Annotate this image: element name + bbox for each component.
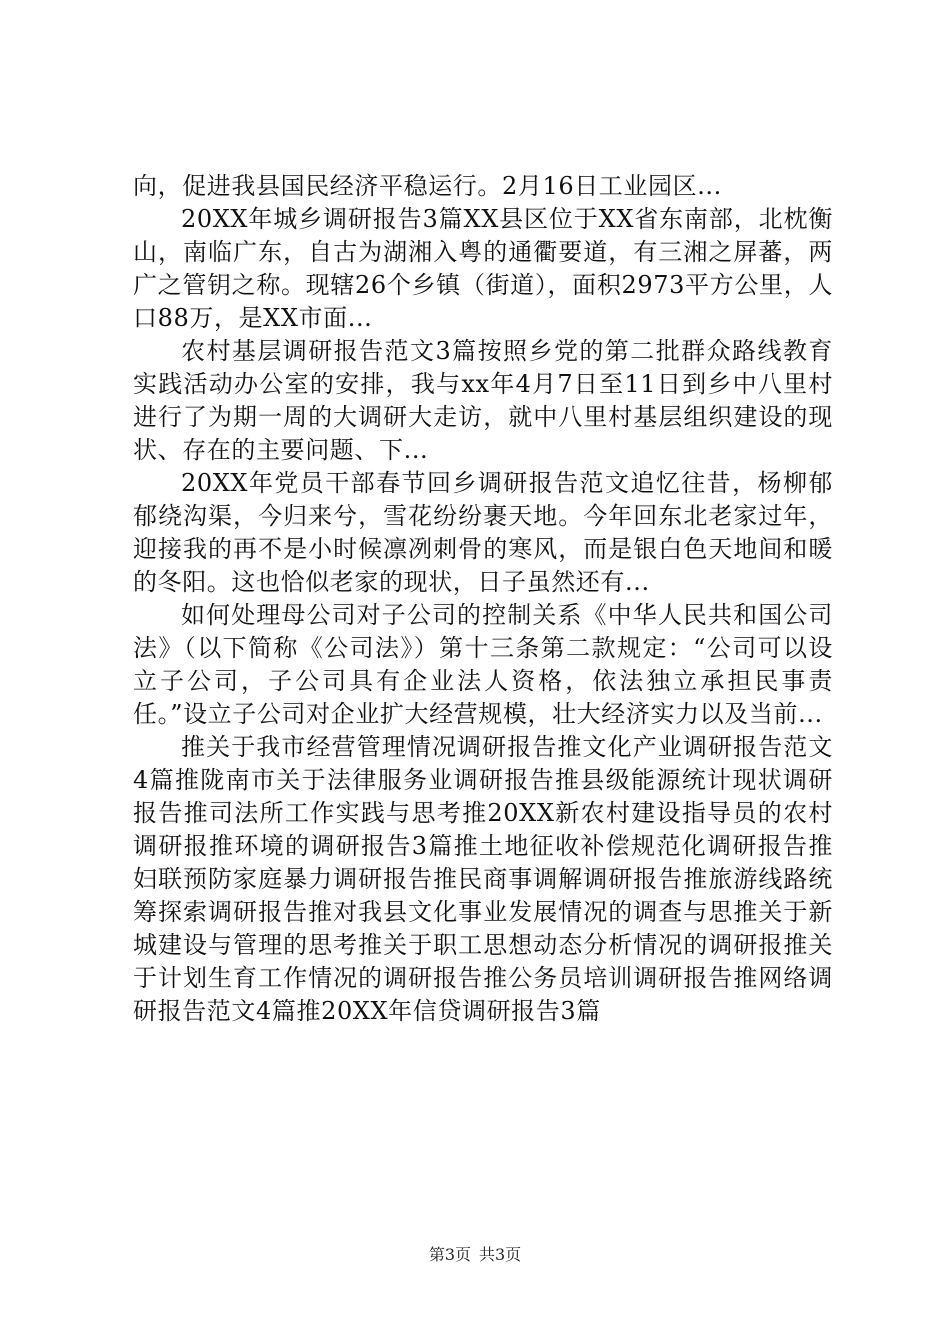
- paragraph-2: 20XX年城乡调研报告3篇XX县区位于XX省东南部，北枕衡山，南临广东，自古为湖湘入粤的通衢要道，有三湘之屏蕃，两广之管钥之称。现辖26个乡镇（街道），面积2973平方公里，人口88万，是XX市面...: [133, 205, 833, 332]
- document-body: [133, 170, 833, 1028]
- paragraph-5: 如何处理母公司对子公司的控制关系《中华人民共和国公司法》（以下简称《公司法》）第十三条第二款规定：“公司可以设立子公司，子公司具有企业法人资格，依法独立承担民事责任。”设立子公司对企业扩大经营规模，壮大经济实力以及当前...: [133, 601, 833, 728]
- page-number-current: 第3页: [428, 1245, 471, 1264]
- paragraph-6: 推关于我市经营管理情况调研报告推文化产业调研报告范文4篇推陇南市关于法律服务业调研报告推县级能源统计现状调研报告推司法所工作实践与思考推20XX新农村建设指导员的农村调研报推环境的调研报告3篇推土地征收补偿规范化调研报告推妇联预防家庭暴力调研报告推民商事调解调研报告推旅游线路统筹探索调研报告推对我县文化事业发展情况的调查与思推关于新城建设与管理的思考推关于职工思想动态分析情况的调研报推关于计划生育工作情况的调研报告推公务员培训调研报告推网络调研报告范文4篇推20XX年信贷调研报告3篇: [133, 733, 833, 1025]
- paragraph-4: 20XX年党员干部春节回乡调研报告范文追忆往昔，杨柳郁郁绕沟渠，今归来兮，雪花纷纷裹天地。今年回东北老家过年，迎接我的再不是小时候凛冽刺骨的寒风，而是银白色天地间和暖的冬阳。这也恰似老家的现状，日子虽然还有...: [133, 469, 833, 596]
- page-footer: [0, 1245, 950, 1265]
- paragraph-3: 农村基层调研报告范文3篇按照乡党的第二批群众路线教育实践活动办公室的安排，我与xx年4月7日至11日到乡中八里村进行了为期一周的大调研大走访，就中八里村基层组织建设的现状、存在的主要问题、下...: [133, 337, 833, 464]
- page-number-total: 共3页: [479, 1245, 522, 1264]
- paragraph-1: 向，促进我县国民经济平稳运行。2月16日工业园区...: [133, 172, 722, 200]
